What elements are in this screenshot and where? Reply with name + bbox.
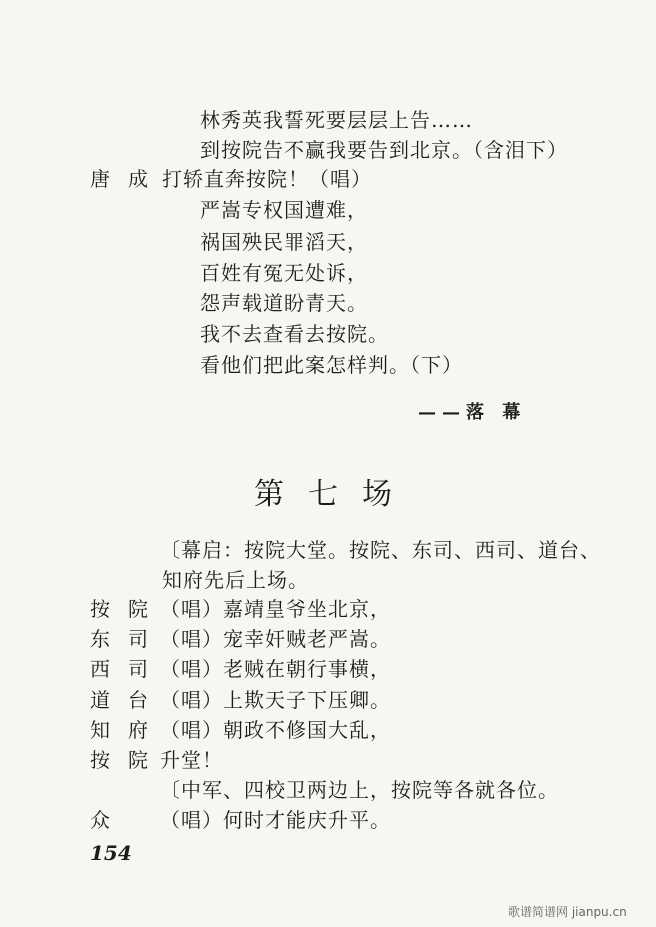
text-line: 林秀英我誓死要层层上告…… — [200, 108, 473, 132]
dialogue-line: （唱）何时才能庆升平。 — [160, 808, 391, 832]
speaker-name: 东 司 — [90, 627, 148, 651]
speaker-name: 众 — [90, 808, 110, 832]
speaker-name: 西 司 — [90, 657, 148, 681]
speaker-name: 道 台 — [90, 688, 148, 712]
dialogue-line: （唱）嘉靖皇爷坐北京， — [160, 597, 391, 621]
text-line: 到按院告不赢我要告到北京。（含泪下） — [200, 138, 568, 162]
speaker-name: 唐 成 — [90, 167, 148, 191]
dialogue-line: （唱）上欺天子下压卿。 — [160, 688, 391, 712]
dialogue-line: 升堂！ — [160, 748, 223, 772]
stage-direction: 〔中军、四校卫两边上，按院等各就各位。 — [160, 778, 559, 802]
speaker-name: 按 院 — [90, 748, 148, 772]
dialogue-line: （唱）老贼在朝行事横， — [160, 657, 391, 681]
scene-title: 第七场 — [254, 477, 416, 512]
dialogue-line: 打轿直奔按院！（唱） — [162, 167, 372, 191]
verse-line: 祸国殃民罪滔天， — [200, 230, 368, 254]
curtain-note: ——落 幕 — [418, 402, 527, 423]
verse-line: 百姓有冤无处诉， — [200, 261, 368, 285]
verse-line: 看他们把此案怎样判。（下） — [200, 353, 463, 377]
speaker-name: 按 院 — [90, 597, 148, 621]
dialogue-line: （唱）朝政不修国大乱， — [160, 718, 391, 742]
watermark: 歌谱简谱网 jianpu.cn — [508, 905, 627, 919]
verse-line: 怨声载道盼青天。 — [200, 291, 368, 315]
page-number: 154 — [90, 841, 132, 865]
stage-direction: 知府先后上场。 — [162, 568, 309, 592]
stage-direction: 〔幕启：按院大堂。按院、东司、西司、道台、 — [160, 538, 601, 562]
verse-line: 我不去查看去按院。 — [200, 322, 389, 346]
dialogue-line: （唱）宠幸奸贼老严嵩。 — [160, 627, 391, 651]
speaker-name: 知 府 — [90, 718, 148, 742]
verse-line: 严嵩专权国遭难， — [200, 198, 368, 222]
